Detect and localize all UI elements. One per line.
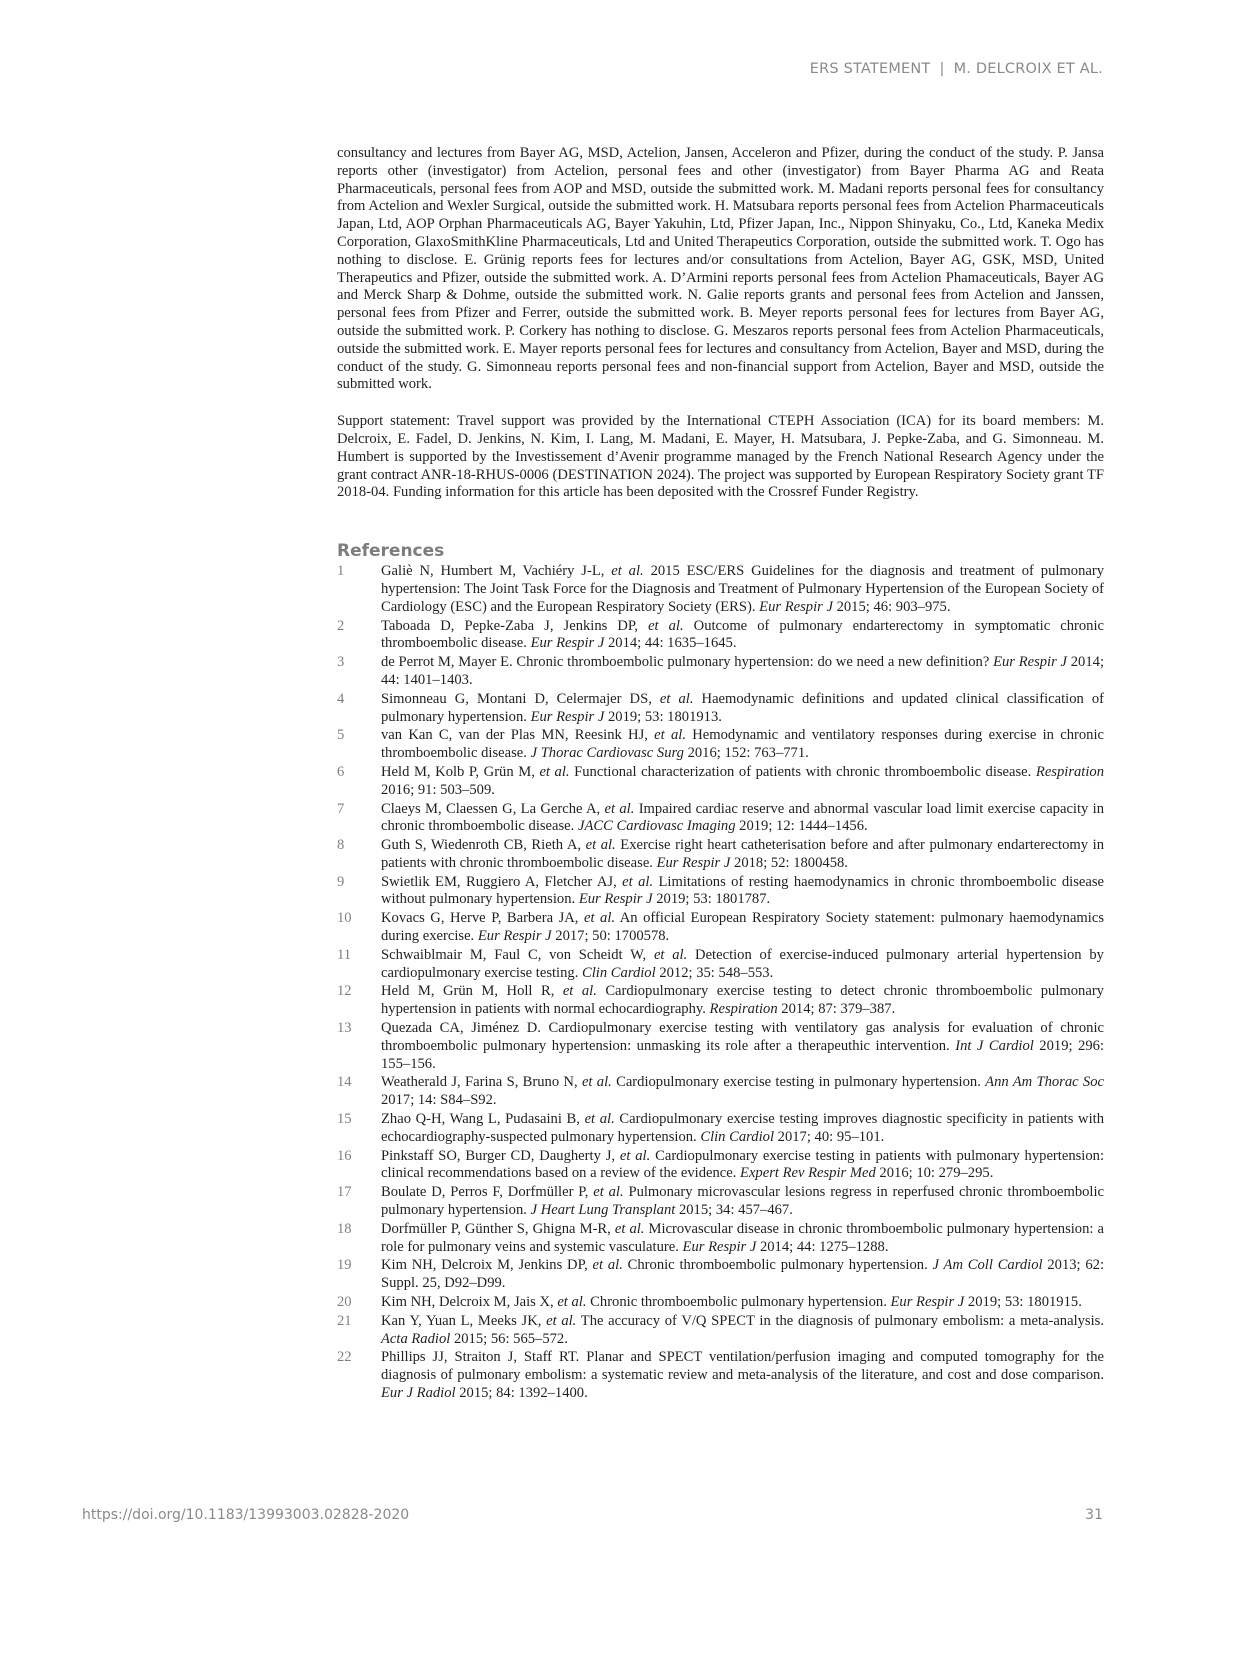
reference-number: 11 (337, 946, 352, 963)
reference-et-al: et al. (585, 837, 616, 854)
reference-item (337, 654, 1104, 690)
reference-authors: Kan Y, Yuan L, Meeks JK, (381, 1312, 547, 1329)
reference-journal: Eur Respir J (477, 928, 552, 945)
reference-title: Cardiopulmonary exercise testing improves diagnostic specificity in patients with echocardiography-suspected pulmonary hypertension. (381, 1111, 1104, 1145)
reference-number: 15 (337, 1111, 352, 1128)
reference-number: 21 (337, 1312, 352, 1329)
reference-authors: Taboada D, Pepke-Zaba J, Jenkins DP, (381, 617, 649, 634)
reference-text (381, 618, 1104, 654)
reference-item (337, 618, 1104, 654)
reference-et-al: et al. (654, 727, 686, 744)
reference-citation: 2019; 12: 1444–1456. (735, 818, 868, 835)
reference-journal: Eur Respir J (530, 635, 605, 652)
reference-authors: de Perrot M, Mayer E. Chronic thromboembolic pulmonary hypertension: do we need a new definition? (381, 654, 994, 671)
reference-et-al: et al. (546, 1312, 577, 1329)
reference-citation: 2015; 84: 1392–1400. (455, 1385, 588, 1401)
reference-citation: 2017; 50: 1700578. (551, 928, 670, 945)
reference-item (337, 910, 1104, 946)
reference-journal: Acta Radiol (381, 1330, 451, 1347)
reference-number: 6 (337, 763, 345, 780)
conflicts-paragraph: consultancy and lectures from Bayer AG, MSD, Actelion, Jansen, Acceleron and Pfizer, during the conduct of the study. P. Jansa reports other (investigator) from Actelion, personal fees and other (investigator) from Bayer Pharma AG and Reata Pharmaceuticals, personal fees from AOP and MSD, outside the submitted work. M. Madani reports personal fees for consultancy from Actelion and Wexler Surgical, outside the submitted work. H. Matsubara reports personal fees from Actelion Pharmaceuticals Japan, Ltd, AOP Orphan Pharmaceuticals AG, Bayer Yakuhin, Ltd, Pfizer Japan, Inc., Nippon Shinyaku, Co., Ltd, Kaneka Medix Corporation, GlaxoSmithKline Pharmaceuticals, Ltd and United Therapeutics Corporation, outside the submitted work. T. Ogo has nothing to disclose. E. Grünig reports fees for lectures and/or consultations from Actelion, Bayer AG, GSK, MSD, United Therapeutics and Pfizer, outside the submitted work. A. D’Armini reports personal fees from Actelion Phamaceuticals, Bayer AG and Merck Sharp & Dohme, outside the submitted work. N. Galie reports grants and personal fees from Actelion and Janssen, personal fees from Pfizer and Ferrer, outside the submitted work. B. Meyer reports personal fees for lectures from Bayer AG, outside the submitted work. P. Corkery has nothing to disclose. G. Meszaros reports personal fees from Actelion Pharmaceuticals, outside the submitted work. E. Mayer reports personal fees for lectures and consultancy from Actelion, Bayer and MSD, during the conduct of the study. G. Simonneau reports personal fees and non-financial support from Actelion, Bayer and MSD, outside the submitted work. (337, 145, 1104, 393)
reference-authors: Quezada CA, Jiménez D. Cardiopulmonary exercise testing with ventilatory gas analysis for evaluation of chronic thromboembolic pulmonary hypertension: unmasking its role after a therapeuthic intervention. (381, 1020, 1104, 1054)
reference-title: Cardiopulmonary exercise testing in patients with pulmonary hypertension: clinical recommendations based on a review of the evidence. (381, 1147, 1104, 1182)
reference-number: 10 (337, 910, 352, 927)
reference-item (337, 1313, 1104, 1349)
reference-authors: Held M, Grün M, Holl R, (381, 983, 563, 1000)
reference-number: 14 (337, 1074, 352, 1091)
reference-number: 9 (337, 873, 345, 890)
reference-item (337, 563, 1104, 616)
reference-text (381, 983, 1104, 1019)
reference-et-al: et al. (593, 1184, 624, 1201)
reference-number: 7 (337, 800, 345, 817)
reference-number: 8 (337, 837, 345, 854)
reference-text (381, 1257, 1104, 1293)
reference-authors: Dorfmüller P, Günther S, Ghigna M-R, (381, 1220, 615, 1237)
reference-text (381, 1184, 1104, 1220)
reference-text (381, 1313, 1104, 1349)
reference-item (337, 874, 1104, 910)
reference-authors: Galiè N, Humbert M, Vachiéry J-L, (381, 563, 612, 580)
reference-item (337, 801, 1104, 837)
reference-citation: 2019; 53: 1801915. (964, 1294, 1082, 1311)
reference-title: Outcome of pulmonary endarterectomy in symptomatic chronic thromboembolic disease. (381, 617, 1104, 652)
reference-et-al: et al. (604, 800, 635, 817)
reference-authors: Kovacs G, Herve P, Barbera JA, (381, 910, 584, 927)
footer-doi-link[interactable]: https://doi.org/10.1183/13993003.02828-2020 (82, 1507, 410, 1523)
reference-title: Pulmonary microvascular lesions regress in reperfused chronic thromboembolic pulmonary hypertension. (381, 1184, 1105, 1219)
reference-text (381, 1294, 1104, 1312)
reference-authors: Schwaiblmair M, Faul C, von Scheidt W, (381, 946, 654, 963)
reference-number: 2 (337, 617, 345, 634)
reference-journal: Eur Respir J (759, 598, 833, 615)
reference-text (381, 654, 1104, 690)
reference-et-al: et al. (581, 1074, 612, 1091)
reference-text (381, 727, 1104, 763)
reference-item (337, 691, 1104, 727)
reference-title: Hemodynamic and ventilatory responses during exercise in chronic thromboembolic disease. (381, 727, 1104, 762)
reference-title: Impaired cardiac reserve and abnormal vascular load limit exercise capacity in chronic thromboembolic disease. (381, 800, 1105, 835)
reference-journal: Clin Cardiol (700, 1128, 775, 1145)
reference-number: 17 (337, 1184, 352, 1201)
reference-journal: Eur Respir J (656, 854, 731, 871)
reference-number: 5 (337, 727, 345, 744)
reference-journal: Eur J Radiol (381, 1385, 456, 1401)
reference-item (337, 727, 1104, 763)
reference-authors: Simonneau G, Montani D, Celermajer DS, (381, 690, 660, 707)
reference-citation: 2016; 152: 763–771. (683, 745, 809, 762)
main-column (337, 145, 1104, 1404)
reference-item (337, 1184, 1104, 1220)
reference-number: 1 (337, 563, 345, 580)
reference-journal: J Heart Lung Transplant (530, 1202, 676, 1219)
reference-et-al: et al. (557, 1294, 587, 1311)
reference-citation: 2018; 52: 1800458. (730, 854, 848, 871)
reference-citation: 2019; 296: 155–156. (381, 1037, 1104, 1072)
reference-authors: Kim NH, Delcroix M, Jais X, (381, 1294, 558, 1311)
reference-text (381, 1111, 1104, 1147)
reference-citation: 2019; 53: 1801787. (652, 891, 771, 908)
reference-text (381, 1020, 1104, 1073)
reference-citation: 2017; 40: 95–101. (774, 1128, 885, 1145)
reference-title: Functional characterization of patients with chronic thromboembolic disease. (569, 763, 1036, 780)
reference-number: 18 (337, 1220, 352, 1237)
reference-number: 20 (337, 1294, 352, 1311)
reference-citation: 2014; 44: 1401–1403. (381, 654, 1104, 688)
reference-citation: 2014; 87: 379–387. (777, 1001, 896, 1018)
running-head-separator: | (939, 61, 945, 77)
reference-journal: Respiration (709, 1001, 778, 1018)
reference-text (381, 874, 1104, 910)
reference-title: 2015 ESC/ERS Guidelines for the diagnosis and treatment of pulmonary hypertension: The Joint Task Force for the Diagnosis and Treatment of Pulmonary Hypertension of the European Society of Cardiology (ESC) and the European Respiratory Society (ERS). (381, 563, 1104, 615)
reference-journal: Eur Respir J (530, 708, 605, 725)
references-heading: References (337, 541, 445, 562)
reference-journal: J Am Coll Cardiol (932, 1257, 1043, 1274)
reference-citation: 2015; 34: 457–467. (675, 1202, 793, 1219)
support-statement: Support statement: Travel support was provided by the International CTEPH Association (ICA) for its board members: M. Delcroix, E. Fadel, D. Jenkins, N. Kim, I. Lang, M. Madani, E. Mayer, H. Matsubara, J. Pepke-Zaba, and G. Simonneau. M. Humbert is supported by the Investissement d’Avenir programme managed by the French National Research Agency under the grant contract ANR-18-RHUS-0006 (DESTINATION 2024). The project was supported by European Respiratory Society grant TF 2018-04. Funding information for this article has been deposited with the Crossref Funder Registry. (337, 413, 1104, 501)
reference-item (337, 1294, 1104, 1312)
reference-title: Chronic thromboembolic pulmonary hypertension. (586, 1294, 891, 1311)
reference-journal: J Thorac Cardiovasc Surg (530, 745, 684, 762)
reference-et-al: et al. (619, 1147, 651, 1164)
reference-authors: Pinkstaff SO, Burger CD, Daugherty J, (381, 1147, 620, 1164)
reference-text (381, 837, 1104, 873)
reference-journal: Clin Cardiol (582, 964, 656, 981)
reference-text (381, 691, 1104, 727)
reference-item (337, 764, 1104, 800)
reference-authors: Phillips JJ, Straiton J, Staff RT. Planar and SPECT ventilation/perfusion imaging and computed tomography for the diagnosis of pulmonary embolism: a systematic review and meta-analysis of the literature, and cost and dose comparison. (381, 1349, 1104, 1384)
reference-title: Microvascular disease in chronic thromboembolic pulmonary hypertension: a role for pulmonary veins and systemic vasculature. (381, 1220, 1104, 1255)
reference-citation: 2014; 44: 1635–1645. (604, 635, 737, 652)
reference-authors: Held M, Kolb P, Grün M, (381, 763, 540, 780)
reference-citation: 2016; 10: 279–295. (875, 1165, 994, 1182)
reference-item (337, 1020, 1104, 1073)
reference-item (337, 837, 1104, 873)
reference-citation: 2014; 44: 1275–1288. (756, 1238, 889, 1255)
reference-title: The accuracy of V/Q SPECT in the diagnosis of pulmonary embolism: a meta-analysis. (576, 1312, 1104, 1329)
reference-text (381, 1221, 1104, 1257)
reference-citation: 2019; 53: 1801913. (604, 708, 722, 725)
reference-citation: 2015; 56: 565–572. (450, 1330, 568, 1347)
reference-authors: Boulate D, Perros F, Dorfmüller P, (381, 1184, 594, 1201)
reference-item (337, 947, 1104, 983)
reference-et-al: et al. (622, 873, 654, 890)
reference-et-al: et al. (592, 1257, 623, 1274)
reference-et-al: et al. (583, 910, 616, 927)
reference-item (337, 1111, 1104, 1147)
reference-citation: 2017; 14: S84–S92. (381, 1092, 497, 1109)
reference-text (381, 764, 1104, 800)
running-head (810, 61, 1103, 77)
reference-text (381, 563, 1104, 616)
reference-citation: 2013; 62: Suppl. 25, D92–D99. (381, 1257, 1105, 1292)
reference-number: 3 (337, 654, 345, 671)
reference-et-al: et al. (584, 1111, 615, 1128)
reference-journal: Eur Respir J (890, 1294, 965, 1311)
reference-text (381, 801, 1104, 837)
reference-title: Haemodynamic definitions and updated clinical classification of pulmonary hypertension. (381, 690, 1104, 725)
reference-text (381, 947, 1104, 983)
reference-citation: 2015; 46: 903–975. (832, 598, 951, 615)
page-number: 31 (1085, 1507, 1103, 1523)
reference-authors: Weatherald J, Farina S, Bruno N, (381, 1074, 582, 1091)
reference-list (337, 563, 1104, 1403)
reference-authors: Guth S, Wiedenroth CB, Rieth A, (381, 837, 586, 854)
reference-citation: 2016; 91: 503–509. (381, 781, 495, 798)
reference-title: Cardiopulmonary exercise testing in pulmonary hypertension. (611, 1074, 986, 1091)
reference-text (381, 1074, 1104, 1110)
reference-et-al: et al. (653, 946, 688, 963)
reference-text (381, 1349, 1104, 1402)
reference-journal: Expert Rev Respir Med (740, 1165, 876, 1182)
reference-title: Exercise right heart catheterisation before and after pulmonary endarterectomy in patients with chronic thromboembolic disease. (381, 837, 1104, 871)
reference-number: 16 (337, 1147, 352, 1164)
reference-number: 12 (337, 983, 352, 1000)
reference-item (337, 1148, 1104, 1184)
reference-item (337, 983, 1104, 1019)
running-head-section: ERS STATEMENT (809, 61, 931, 77)
reference-citation: 2012; 35: 548–553. (655, 964, 774, 981)
running-head-authors: M. DELCROIX ET AL. (953, 61, 1103, 77)
reference-number: 4 (337, 690, 345, 707)
reference-journal: Eur Respir J (993, 654, 1068, 671)
reference-authors: Claeys M, Claessen G, La Gerche A, (381, 800, 605, 817)
reference-authors: Swietlik EM, Ruggiero A, Fletcher AJ, (381, 873, 623, 890)
reference-number: 13 (337, 1020, 352, 1037)
reference-item (337, 1221, 1104, 1257)
reference-item (337, 1257, 1104, 1293)
reference-et-al: et al. (562, 983, 597, 1000)
reference-text (381, 910, 1104, 946)
reference-et-al: et al. (659, 690, 694, 707)
reference-journal: Eur Respir J (578, 891, 653, 908)
reference-journal: Eur Respir J (682, 1238, 757, 1255)
reference-title: Chronic thromboembolic pulmonary hypertension. (622, 1257, 933, 1274)
reference-title: Cardiopulmonary exercise testing to detect chronic thromboembolic pulmonary hypertension in patients with normal echocardiography. (381, 983, 1104, 1018)
reference-number: 19 (337, 1257, 352, 1274)
reference-authors: Kim NH, Delcroix M, Jenkins DP, (381, 1257, 593, 1274)
reference-item (337, 1349, 1104, 1402)
reference-journal: Respiration (1035, 763, 1105, 780)
reference-title: An official European Respiratory Society statement: pulmonary haemodynamics during exercise. (381, 910, 1104, 945)
reference-et-al: et al. (611, 563, 644, 580)
reference-title: Limitations of resting haemodynamics in chronic thromboembolic disease without pulmonary hypertension. (381, 873, 1104, 908)
reference-authors: Zhao Q-H, Wang L, Pudasaini B, (381, 1111, 585, 1128)
reference-et-al: et al. (614, 1220, 645, 1237)
reference-journal: JACC Cardiovasc Imaging (577, 818, 736, 835)
reference-title: Detection of exercise-induced pulmonary arterial hypertension by cardiopulmonary exercise testing. (381, 946, 1104, 981)
reference-et-al: et al. (648, 617, 684, 634)
reference-authors: van Kan C, van der Plas MN, Reesink HJ, (381, 727, 655, 744)
reference-item (337, 1074, 1104, 1110)
reference-text (381, 1148, 1104, 1184)
reference-et-al: et al. (539, 763, 570, 780)
reference-number: 22 (337, 1349, 352, 1366)
reference-journal: Int J Cardiol (955, 1037, 1034, 1054)
reference-journal: Ann Am Thorac Soc (985, 1074, 1104, 1091)
